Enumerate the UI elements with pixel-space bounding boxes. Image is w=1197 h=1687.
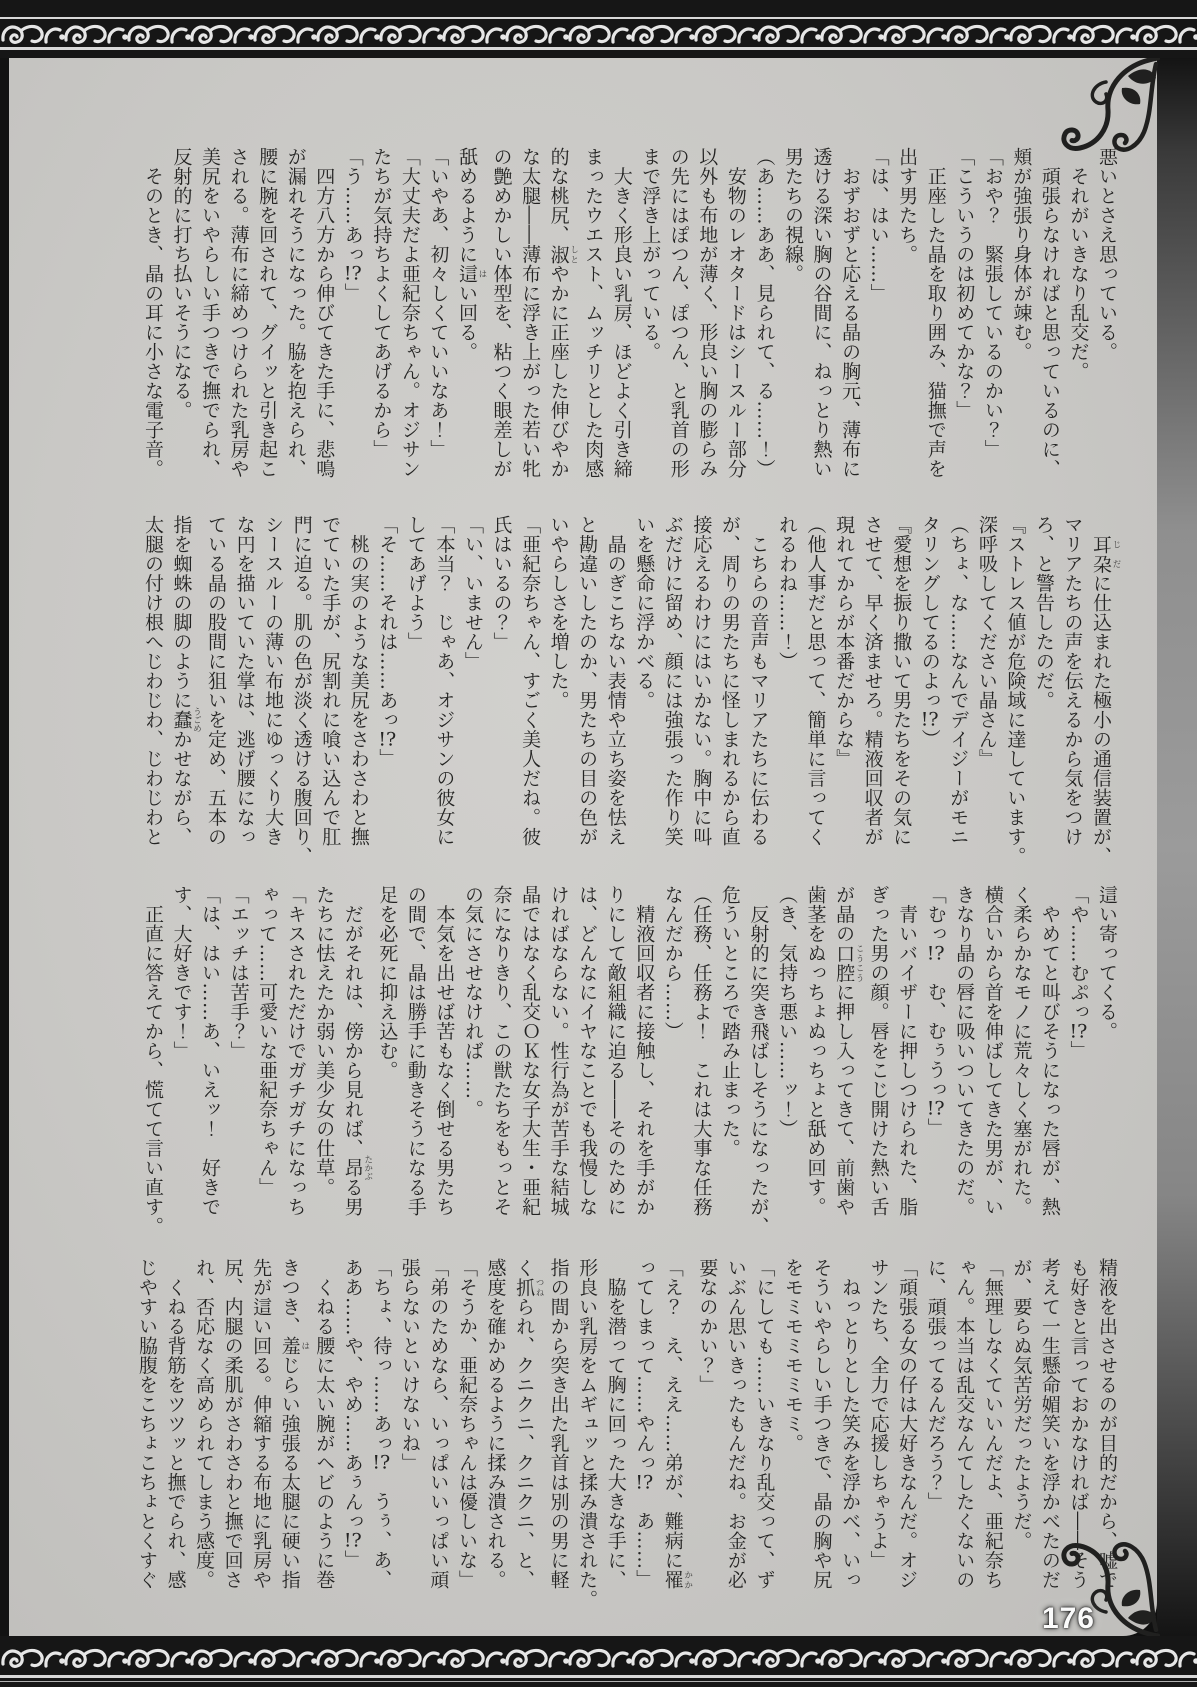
text-column: 安物のレオタードはシースルー部分 (724, 147, 747, 479)
text-column: 「頑張る女の仔は大好きなんだ。オジ (896, 1258, 919, 1590)
text-column: こちらの音声もマリアたちに伝わる (747, 515, 770, 847)
text-column: だがそれは、傍から見れば、昂 たかぶる男 (341, 885, 373, 1217)
text-column: 男たちの視線。 (781, 147, 804, 284)
text-column: 指を蜘蛛の脚のように蠢 うごめかせながら、 (170, 515, 202, 847)
text-column: の艶めかしい体型を、粘つく眼差しが (490, 147, 513, 479)
text-band-2 (141, 515, 1121, 867)
text-column: （あ……ああ、見られて、る……！） (753, 147, 776, 479)
text-column: くねる腰に太い腕がヘビのように巻 (313, 1258, 336, 1590)
text-column: いぶん思いきったもんだね。お金が必 (724, 1258, 747, 1590)
text-band-3 (141, 885, 1121, 1237)
text-column: 歯茎をぬっちょぬっちょと舐め回す。 (804, 885, 827, 1217)
text-column: 頑張らなければと思っているのに、 (1038, 147, 1061, 479)
top-border-line (0, 17, 1197, 19)
text-column: の気にさせなければ……。 (461, 885, 484, 1119)
text-column: 「大丈夫だよ亜紀奈ちゃん。オジサン (398, 147, 421, 479)
text-column: 四方八方から伸びてきた手に、悲鳴 (313, 147, 336, 479)
text-column: じやすい脇腹をこちょこちょとくすぐ (135, 1258, 158, 1590)
text-column: タリングしてるのよっ!?） (918, 515, 941, 749)
text-column: 「無理しなくていいんだよ、亜紀奈ち (981, 1258, 1004, 1590)
text-column: してあげよう」 (404, 515, 427, 652)
page-number: 176 (1041, 1602, 1095, 1635)
text-column: 的な桃尻、淑 しとやかに正座した伸びやか (547, 147, 579, 479)
text-column: 氏はいるの？」 (490, 515, 513, 652)
text-column: ああ……や、やめ……あぅんっ!?」 (341, 1258, 364, 1570)
text-column: （き、気持ち悪い……ッ！） (775, 885, 798, 1139)
text-column: 本気を出せば苦もなく倒せる男たち (433, 885, 456, 1217)
text-column: 門に迫る。肌の色が淡く透ける腹回り、 (290, 515, 313, 866)
text-column: 「こういうのは初めてかな？」 (953, 147, 976, 420)
bottom-border-line (0, 1675, 1197, 1678)
text-column: 『ストレス値が危険域に達しています。 (1004, 515, 1027, 866)
text-column: 以外も布地が薄く、形良い胸の膨らみ (696, 147, 719, 479)
text-column: いやらしさを増した。 (547, 515, 570, 710)
text-column: 「は、はい……あ、いえッ！ 好きで (199, 885, 222, 1217)
text-column: が、周りの男たちに怪しまれるから直 (718, 515, 741, 847)
text-column: 頬が強張り身体が竦む。 (1010, 147, 1033, 362)
text-column: 美尻をいやらしい手つきで撫でられ、 (199, 147, 222, 479)
text-column: 耳朶 じだに仕込まれた極小の通信装置が、 (1090, 534, 1121, 866)
text-column: いを懸命に浮かべる。 (633, 515, 656, 710)
text-column: 「う……あっ!?」 (341, 147, 364, 303)
text-column: 先が這い回る。伸縮する布地に乳房や (250, 1258, 273, 1590)
text-column: たちが気持ちよくしてあげるから」 (370, 147, 393, 459)
text-column: く抓 つねられ、クニクニ、クニクニ、と、 (513, 1258, 545, 1590)
text-column: 横合いから首を伸ばしてきた男が、い (981, 885, 1004, 1217)
text-column: 「むっ!? む、むぅうっ!?」 (924, 885, 947, 1138)
text-column: 透ける深い胸の谷間に、ねっとり熱い (810, 147, 833, 479)
text-column: 感度を確かめるように揉み潰される。 (484, 1258, 507, 1590)
text-column: それがいきなり乱交だ。 (1067, 147, 1090, 381)
text-column: ゃって……可愛いな亜紀奈ちゃん」 (256, 885, 279, 1197)
text-band-1 (141, 147, 1121, 499)
top-border-line (0, 47, 1197, 50)
text-column: 青いバイザーに押しつけられた、脂 (896, 885, 919, 1217)
text-column: される。薄布に締めつけられた乳房や (227, 147, 250, 479)
top-border-scroll-ornament-icon (0, 20, 1197, 46)
bottom-border (0, 1636, 1197, 1687)
text-column: （ちょ、な……なんでデイジーがモニ (947, 515, 970, 847)
text-column: く柔らかなモノに荒々しく塞がれた。 (1010, 885, 1033, 1217)
text-column: が、要らぬ気苦労だったようだ。 (1010, 1258, 1033, 1551)
text-column: な太腿――薄布に浮き上がった若い牝 (519, 147, 542, 479)
text-column: 精液を出させるのが目的だから、嘘で (1096, 1258, 1118, 1590)
text-column: ゃん。本当は乱交なんてしたくないの (953, 1258, 976, 1590)
text-column: ければならない。性行為が苦手な結城 (547, 885, 570, 1217)
text-column: 「そうか、亜紀奈ちゃんは優しいな」 (455, 1258, 478, 1590)
text-column: サンたち、全力で応援しちゃうよ」 (867, 1258, 890, 1570)
text-column: 現れてからが本番だからな』 (833, 515, 856, 769)
text-column: ねっとりとした笑みを浮かべ、いっ (839, 1258, 862, 1590)
text-column: りにして敵組織に迫る――そのために (604, 885, 627, 1217)
text-column: 晶のぎこちない表情や立ち姿を怯え (604, 515, 627, 847)
text-column: 出す男たち。 (896, 147, 919, 264)
text-column: まで浮き上がっている。 (639, 147, 662, 362)
text-column: 「は、はい……」 (867, 147, 890, 303)
text-column: 太腿の付け根へじわじわ、じわじわと (141, 515, 164, 847)
text-column: 危ういところで踏み止まった。 (718, 885, 741, 1158)
text-column: ろ、と警告したのだ。 (1032, 515, 1055, 710)
text-column: 脇を潜って胸に回った大きな手に、 (604, 1258, 627, 1590)
text-column: ぎった男の顔。唇をこじ開けた熱い舌 (867, 885, 890, 1217)
text-column: （他人事だと思って、簡単に言ってく (804, 515, 827, 847)
text-column: 精液回収者に接触し、それを手がか (633, 885, 656, 1217)
text-column: 正直に答えてから、慌てて言い直す。 (141, 885, 164, 1236)
text-column: れるわね……！） (775, 515, 798, 671)
text-column: 「い、いません」 (461, 515, 484, 671)
text-column: マリアたちの声を伝えるから気をつけ (1061, 515, 1084, 847)
text-column: おずおずと応える晶の胸元、薄布に (839, 147, 862, 479)
text-column: と勘違いしたのか、男たちの目の色が (576, 515, 599, 847)
top-border (0, 0, 1197, 58)
text-column: をモミモミモミモミ。 (781, 1258, 804, 1453)
text-column: 「や……むぷっ!?」 (1067, 885, 1090, 1060)
text-column: させて、早く済ませろ。精液回収者が (861, 515, 884, 847)
text-column: 「エッチは苦手？」 (227, 885, 250, 1061)
paper (9, 58, 1157, 1636)
page-right-edge (1157, 58, 1197, 1636)
text-column: 「にしても……いきなり乱交って、ず (753, 1258, 776, 1590)
text-column: は、どんなにイヤなことでも我慢しな (576, 885, 599, 1217)
text-column: でていた手が、尻割れに喰い込んで肛 (319, 515, 342, 847)
text-column: 「本当？ じゃあ、オジサンの彼女に (433, 515, 456, 847)
text-column: まったウエスト、ムッチリとした肉感 (582, 147, 605, 479)
text-column: に、頑張ってるんだろう？」 (924, 1258, 947, 1512)
text-column: 「弟のためなら、いっぱいいっぱい頑 (427, 1258, 450, 1590)
text-column: れ、否応なく高められてしまう感度。 (193, 1258, 216, 1590)
text-column: 「おや？ 緊張しているのかい？」 (981, 147, 1004, 459)
text-column: 考えて一生懸命媚笑いを浮かべたのだ (1038, 1258, 1061, 1590)
text-column: 『愛想を振り撒いて男たちをその気に (890, 515, 913, 847)
text-column: シースルーの薄い布地にゆっくり大き (262, 515, 285, 847)
text-column: 桃の実のような美尻をさわさわと撫 (347, 515, 370, 847)
text-column: 深呼吸してください晶さん』 (975, 515, 998, 769)
text-column: きなり晶の唇に吸いついてきたのだ。 (953, 885, 976, 1217)
text-column: そういやらしい手つきで、晶の胸や尻 (810, 1258, 833, 1590)
text-column: （任務、任務よ！ これは大事な任務 (690, 885, 713, 1217)
text-column: 悪いとさえ思っている。 (1096, 147, 1118, 362)
text-column: 要なのかい？」 (696, 1258, 719, 1395)
text-column: きつき、羞 はじらい強張る太腿に硬い指 (278, 1258, 310, 1590)
text-column: 晶ではなく乱交ＯＫな女子大生・亜紀 (519, 885, 542, 1217)
text-column: ってしまって……やんっ!? あ……」 (633, 1258, 656, 1589)
page-left-edge (0, 58, 9, 1636)
text-column: 大きく形良い乳房、ほどよく引き締 (610, 147, 633, 479)
text-column: 腰に腕を回されて、グイッと引き起こ (256, 147, 279, 479)
text-column: たちに怯えたか弱い美少女の仕草。 (313, 885, 336, 1197)
text-column: やめてと叫びそうになった唇が、熱 (1038, 885, 1061, 1217)
text-column: 尻、内腿の柔肌がさわさわと撫で回さ (221, 1258, 244, 1590)
text-column: 形良い乳房をムギュッと揉み潰された。 (576, 1258, 599, 1609)
text-column: が漏れそうになった。脇を抱えられ、 (284, 147, 307, 479)
text-column: 反射的に打ち払いそうになる。 (170, 147, 193, 420)
bottom-border-scroll-ornament-icon (0, 1644, 1197, 1670)
text-column: 張らないといけないね」 (398, 1258, 421, 1473)
text-column: 正座した晶を取り囲み、猫撫で声を (924, 147, 947, 479)
bottom-border-line (0, 1681, 1197, 1682)
text-column: 足を必死に抑え込む。 (376, 885, 399, 1080)
text-column: 接応えるわけにはいかない。胸中に叫 (690, 515, 713, 847)
text-column: そのとき、晶の耳に小さな電子音。 (141, 147, 164, 479)
text-column: ている晶の股間に狙いを定め、五本の (205, 515, 228, 847)
text-column: の間で、晶は勝手に動きそうになる手 (404, 885, 427, 1217)
text-column: なんだから……） (661, 885, 684, 1041)
text-column: ぶだけに留め、顔には強張った作り笑 (661, 515, 684, 847)
text-column: 「キスされただけでガチガチになっち (284, 885, 307, 1217)
text-column: も好きと言っておかなければ――そう (1067, 1258, 1090, 1590)
text-column: 「え？ え、ええ……弟が、難病に罹 かか (661, 1258, 693, 1590)
text-column: 「ちょ、待っ……あっ!? うぅ、あ、 (370, 1258, 393, 1589)
text-band-4 (135, 1258, 1121, 1610)
text-column: くねる背筋をツツッと撫でられ、感 (164, 1258, 187, 1590)
text-column: 「そ……それは……あっ!?」 (376, 515, 399, 768)
text-column: 奈になりきり、この獣たちをもっとそ (490, 885, 513, 1217)
text-column: 「亜紀奈ちゃん、すごく美人だね。彼 (519, 515, 542, 847)
text-column: が晶の口腔 こうこうに押し入ってきて、前歯や (833, 885, 865, 1217)
text-column: 舐めるように這 はい回る。 (455, 147, 487, 362)
text-column: 反射的に突き飛ばしそうになったが、 (747, 885, 770, 1236)
text-column: 指の間から突き出た乳首は別の男に軽 (547, 1258, 570, 1590)
text-column: 這い寄ってくる。 (1096, 885, 1118, 1041)
text-column: の先にはぽつん、ぽつん、と乳首の形 (667, 147, 690, 479)
text-column: す、大好きです！」 (170, 885, 193, 1061)
text-column: 「いやあ、初々しくていいなあ！」 (427, 147, 450, 459)
text-column: な円を描いていた掌は、逃げ腰になっ (233, 515, 256, 847)
